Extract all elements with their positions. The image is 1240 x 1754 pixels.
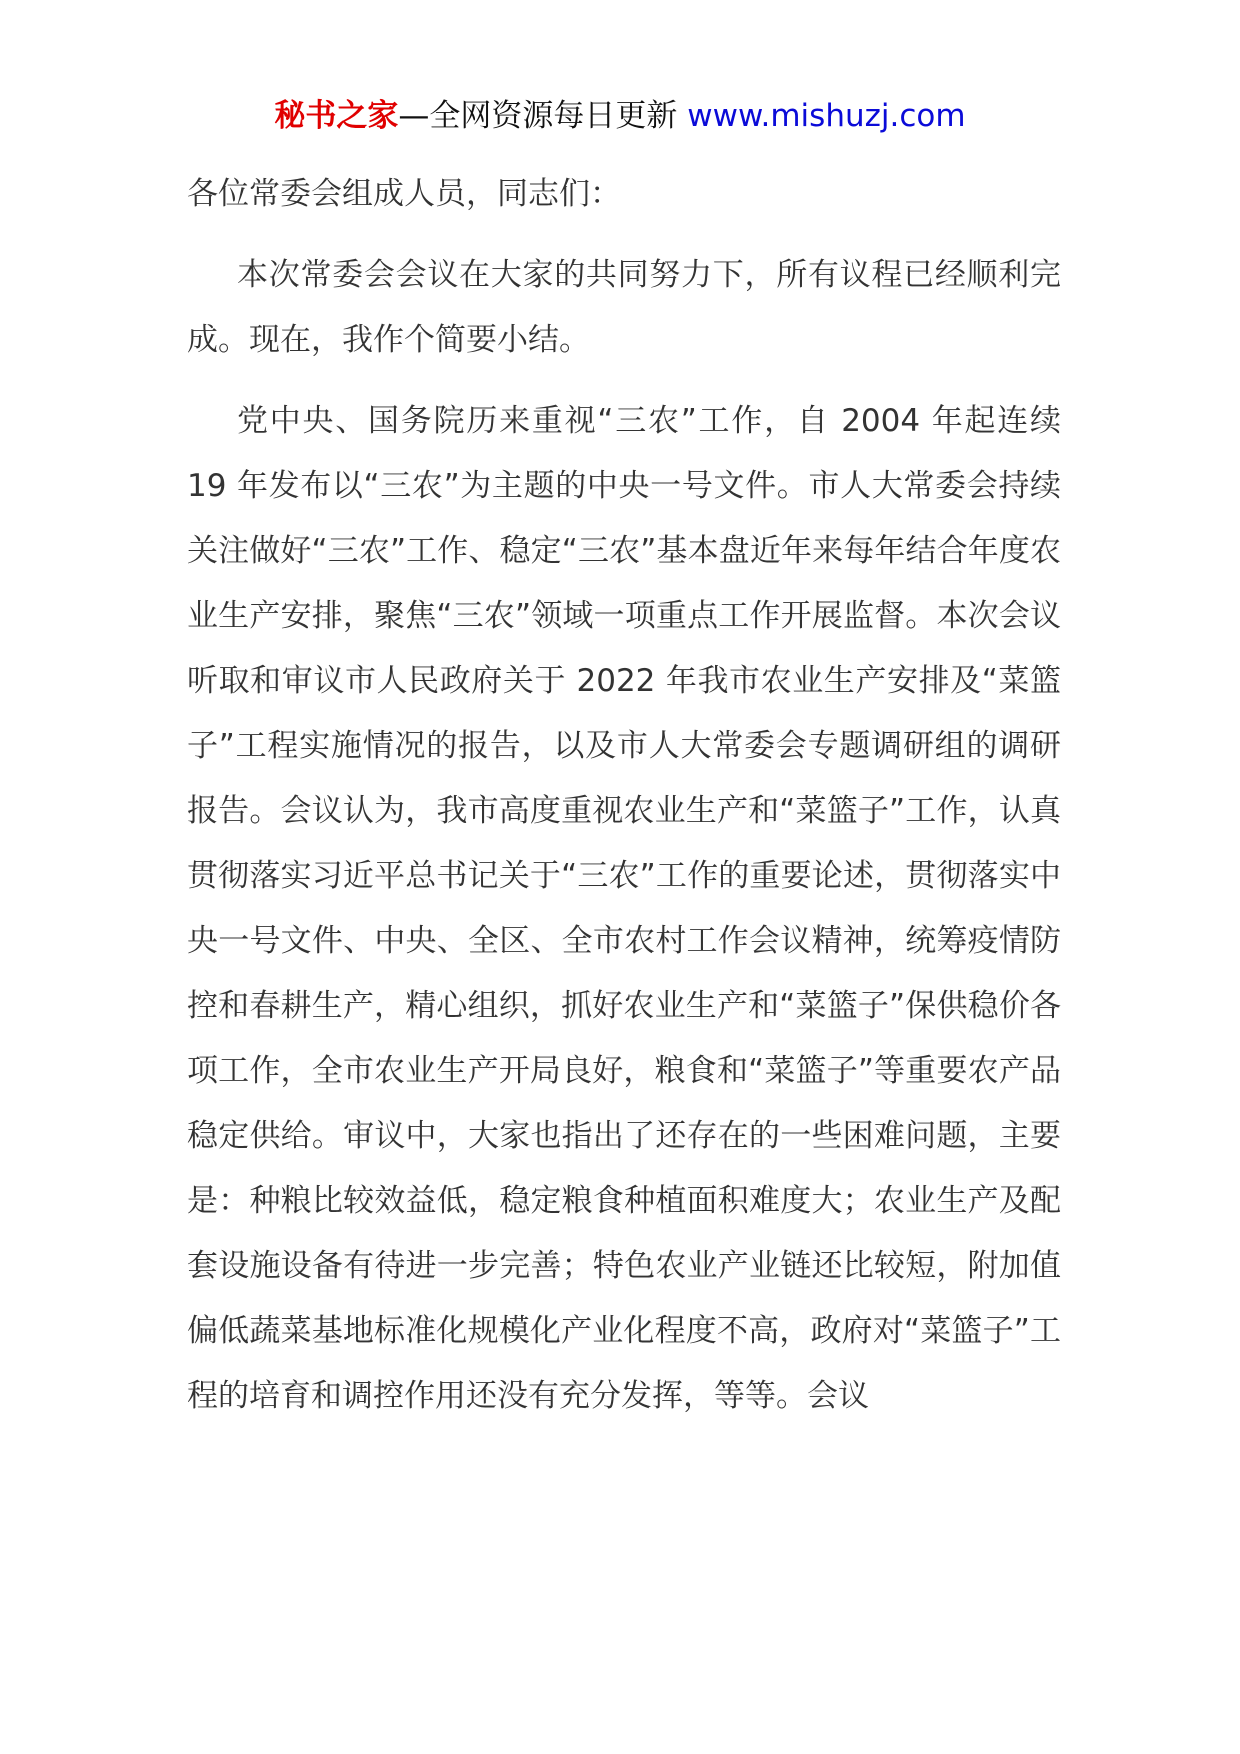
- header-slogan: —全网资源每日更新: [398, 98, 678, 134]
- salutation: 各位常委会组成人员，同志们：: [187, 176, 621, 212]
- brand-name: 秘书之家: [274, 98, 399, 134]
- watermark-header: [0, 95, 1240, 137]
- paragraph: 本次常委会会议在大家的共同努力下，所有议程已经顺利完成。现在，我作个简要小结。: [187, 257, 1061, 358]
- paragraph: 党中央、国务院历来重视“三农”工作，自 2004 年起连续 19 年发布以“三农”为主题的中央一号文件。市人大常委会持续关注做好“三农”工作、稳定“三农”基本盘近年来每年结合年度农业生产安排，聚焦“三农”领域一项重点工作开展监督。本次会议听取和审议市人民政府关于 2022 年我市农业生产安排及“菜篮子”工程实施情况的报告，以及市人大常委会专题调研组的调研报告。会议认为，我市高度重视农业生产和“菜篮子”工作，认真贯彻落实习近平总书记关于“三农”工作的重要论述，贯彻落实中央一号文件、中央、全区、全市农村工作会议精神，统筹疫情防控和春耕生产，精心组织，抓好农业生产和“菜篮子”保供稳价各项工作，全市农业生产开局良好，粮食和“菜篮子”等重要农产品稳定供给。审议中，大家也指出了还存在的一些困难问题，主要是：种粮比较效益低，稳定粮食种植面积难度大；农业生产及配套设施设备有待进一步完善；特色农业产业链还比较短，附加值偏低蔬菜基地标准化规模化产业化程度不高，政府对“菜篮子”工程的培育和调控作用还没有充分发挥，等等。会议: [187, 403, 1061, 1414]
- site-url-link[interactable]: www.mishuzj.com: [687, 98, 966, 134]
- document-body: [187, 162, 1061, 1445]
